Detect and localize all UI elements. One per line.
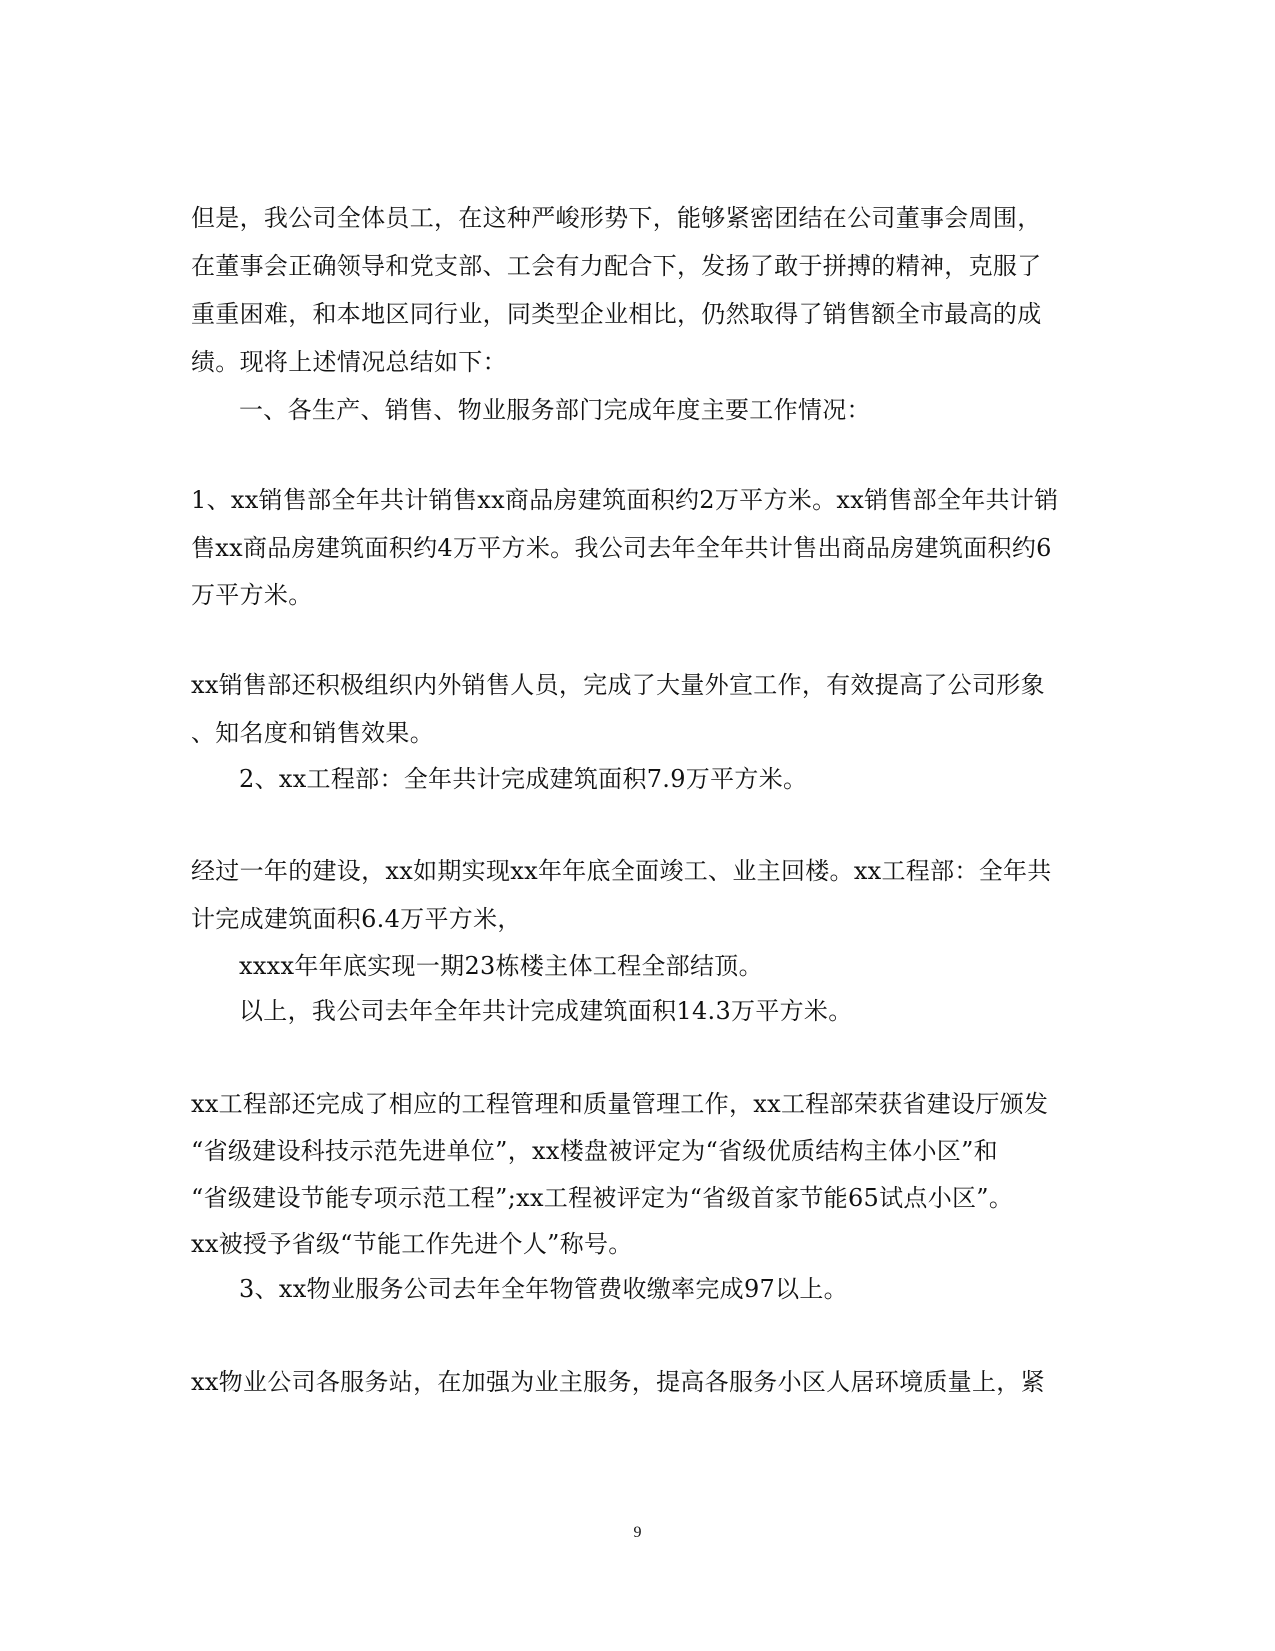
text-line: 但是，我公司全体员工，在这种严峻形势下，能够紧密团结在公司董事会周围，	[191, 204, 1042, 232]
text-line: xx工程部还完成了相应的工程管理和质量管理工作，xx工程部荣获省建设厅颁发	[191, 1090, 1049, 1118]
text-line: 、知名度和销售效果。	[191, 719, 434, 747]
text-line: 万平方米。	[191, 581, 313, 609]
text-line: xxxx年年底实现一期23栋楼主体工程全部结顶。	[239, 952, 763, 980]
text-line: 重重困难，和本地区同行业，同类型企业相比，仍然取得了销售额全市最高的成	[191, 300, 1042, 328]
text-line: 绩。现将上述情况总结如下：	[191, 348, 507, 376]
text-line: xx被授予省级“节能工作先进个人”称号。	[191, 1230, 633, 1258]
text-line: xx物业公司各服务站，在加强为业主服务，提高各服务小区人居环境质量上，紧	[191, 1368, 1045, 1396]
text-line: 售xx商品房建筑面积约4万平方米。我公司去年全年共计售出商品房建筑面积约6	[191, 534, 1052, 562]
text-line: “省级建设节能专项示范工程”;xx工程被评定为“省级首家节能65试点小区”。	[191, 1184, 1014, 1212]
numbered-item: 2、xx工程部：全年共计完成建筑面积7.9万平方米。	[239, 765, 808, 793]
text-line: 1、xx销售部全年共计销售xx商品房建筑面积约2万平方米。xx销售部全年共计销	[191, 486, 1059, 514]
text-line: xx销售部还积极组织内外销售人员，完成了大量外宣工作，有效提高了公司形象	[191, 671, 1045, 699]
section-heading: 一、各生产、销售、物业服务部门完成年度主要工作情况：	[239, 396, 871, 424]
text-line: 以上，我公司去年全年共计完成建筑面积14.3万平方米。	[239, 997, 853, 1025]
text-line: 计完成建筑面积6.4万平方米，	[191, 905, 522, 933]
page-number: 9	[633, 1524, 642, 1541]
text-line: “省级建设科技示范先进单位”，xx楼盘被评定为“省级优质结构主体小区”和	[191, 1137, 998, 1165]
numbered-item: 3、xx物业服务公司去年全年物管费收缴率完成97以上。	[239, 1275, 848, 1303]
text-line: 在董事会正确领导和党支部、工会有力配合下，发扬了敢于拼搏的精神，克服了	[191, 252, 1042, 280]
text-line: 经过一年的建设，xx如期实现xx年年底全面竣工、业主回楼。xx工程部：全年共	[191, 857, 1052, 885]
